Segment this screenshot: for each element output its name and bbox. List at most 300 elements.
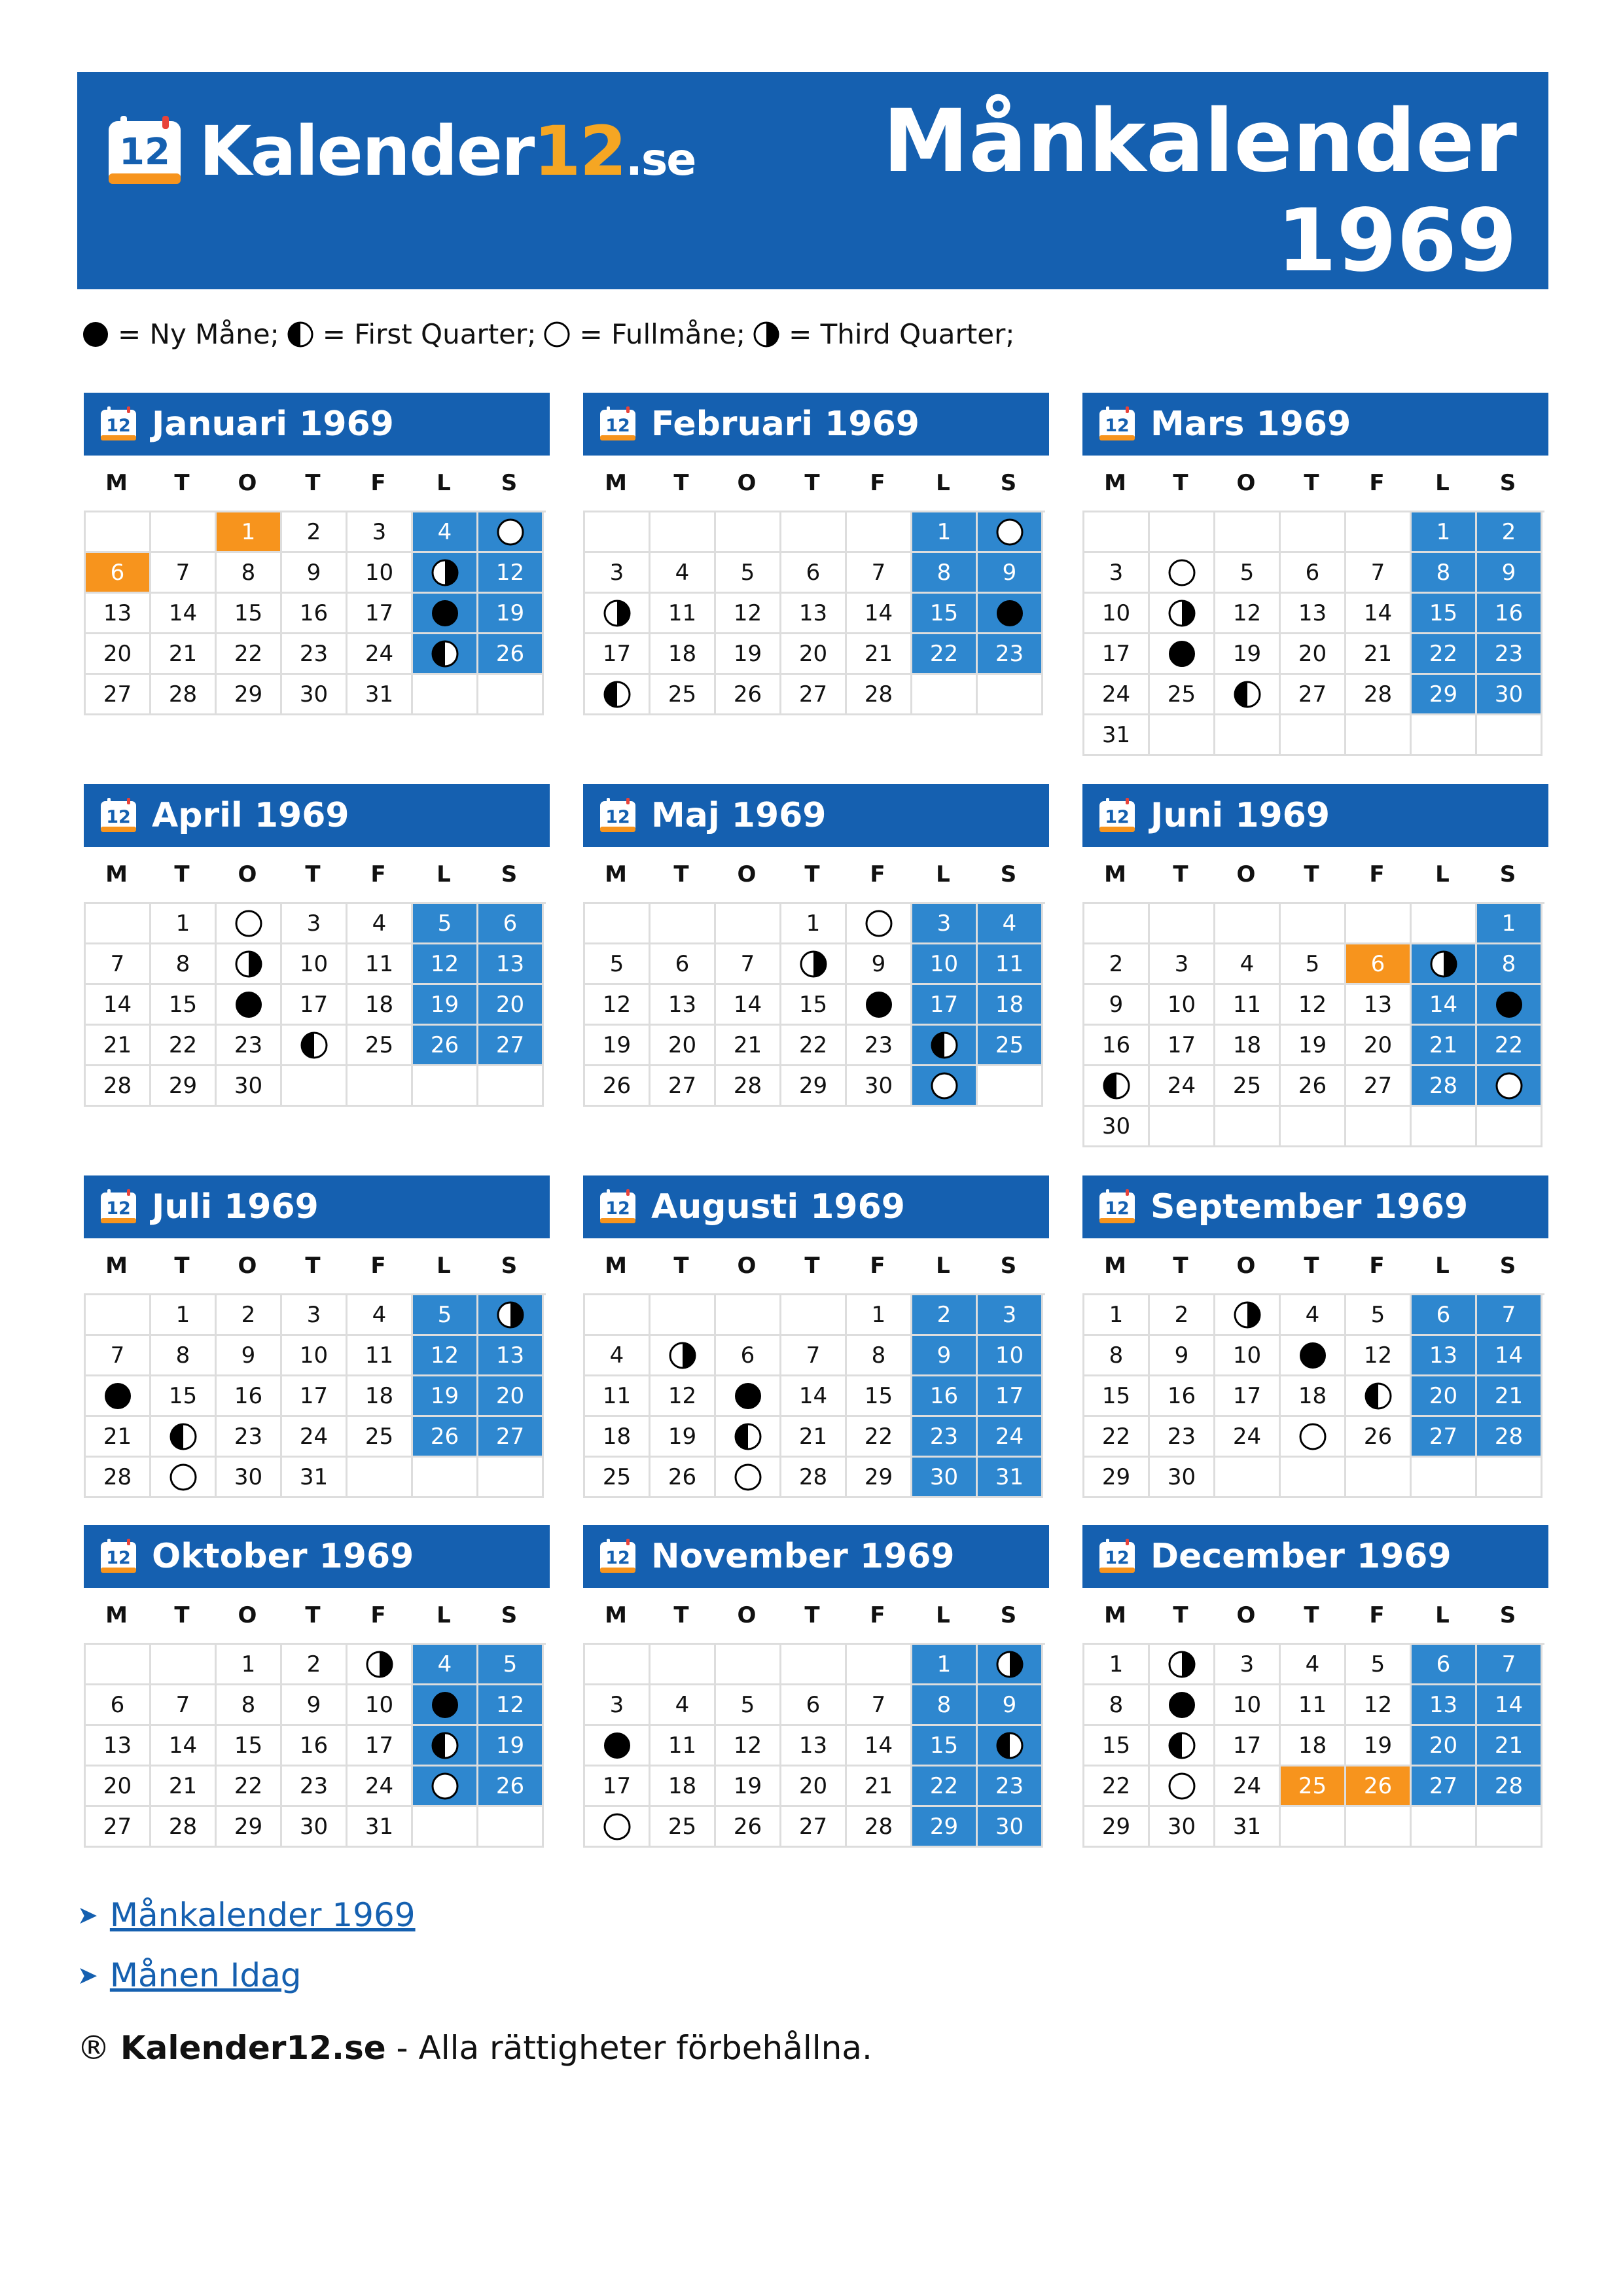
day-cell[interactable]: 26 xyxy=(651,1458,716,1498)
day-cell[interactable]: 4 xyxy=(413,1645,478,1685)
day-cell[interactable]: 11 xyxy=(1281,1685,1346,1726)
day-cell[interactable]: 8 xyxy=(151,1336,217,1376)
day-cell[interactable]: 17 xyxy=(1215,1376,1281,1417)
day-cell[interactable]: 6 xyxy=(1412,1295,1477,1336)
day-cell[interactable]: 28 xyxy=(1412,1066,1477,1107)
day-cell[interactable]: 6 xyxy=(86,553,151,594)
day-cell[interactable]: 10 xyxy=(282,1336,348,1376)
day-cell[interactable]: 19 xyxy=(1281,1026,1346,1066)
day-cell[interactable]: 9 xyxy=(1150,1336,1215,1376)
day-cell[interactable]: 25 xyxy=(1150,675,1215,715)
day-cell[interactable]: 10 xyxy=(1215,1336,1281,1376)
day-cell[interactable]: 12 xyxy=(585,985,651,1026)
day-cell[interactable]: 9 xyxy=(847,944,912,985)
day-cell[interactable] xyxy=(1150,594,1215,634)
day-cell[interactable]: 28 xyxy=(847,675,912,715)
day-cell[interactable]: 23 xyxy=(1150,1417,1215,1458)
day-cell[interactable]: 13 xyxy=(86,594,151,634)
day-cell[interactable] xyxy=(1477,985,1543,1026)
day-cell[interactable]: 18 xyxy=(348,985,413,1026)
day-cell[interactable]: 29 xyxy=(217,675,282,715)
day-cell[interactable]: 21 xyxy=(847,634,912,675)
day-cell[interactable]: 23 xyxy=(978,634,1043,675)
day-cell[interactable] xyxy=(978,512,1043,553)
day-cell[interactable]: 31 xyxy=(348,1807,413,1848)
day-cell[interactable]: 15 xyxy=(1412,594,1477,634)
day-cell[interactable]: 15 xyxy=(781,985,847,1026)
day-cell[interactable]: 27 xyxy=(651,1066,716,1107)
day-cell[interactable]: 7 xyxy=(1346,553,1412,594)
day-cell[interactable]: 20 xyxy=(1346,1026,1412,1066)
day-cell[interactable]: 6 xyxy=(1412,1645,1477,1685)
day-cell[interactable]: 26 xyxy=(716,1807,781,1848)
day-cell[interactable]: 1 xyxy=(1084,1295,1150,1336)
day-cell[interactable]: 27 xyxy=(1412,1767,1477,1807)
day-cell[interactable]: 4 xyxy=(1281,1295,1346,1336)
day-cell[interactable]: 27 xyxy=(1281,675,1346,715)
day-cell[interactable]: 17 xyxy=(585,634,651,675)
day-cell[interactable]: 21 xyxy=(86,1417,151,1458)
day-cell[interactable]: 8 xyxy=(1477,944,1543,985)
day-cell[interactable]: 10 xyxy=(1084,594,1150,634)
day-cell[interactable]: 1 xyxy=(1084,1645,1150,1685)
day-cell[interactable]: 1 xyxy=(912,1645,978,1685)
day-cell[interactable]: 22 xyxy=(1477,1026,1543,1066)
day-cell[interactable]: 21 xyxy=(1477,1726,1543,1767)
day-cell[interactable]: 27 xyxy=(1346,1066,1412,1107)
day-cell[interactable] xyxy=(1281,1336,1346,1376)
day-cell[interactable]: 14 xyxy=(1477,1336,1543,1376)
day-cell[interactable]: 3 xyxy=(978,1295,1043,1336)
day-cell[interactable] xyxy=(478,1295,544,1336)
day-cell[interactable] xyxy=(348,1645,413,1685)
day-cell[interactable]: 12 xyxy=(716,1726,781,1767)
day-cell[interactable]: 3 xyxy=(282,904,348,944)
day-cell[interactable]: 27 xyxy=(478,1417,544,1458)
day-cell[interactable] xyxy=(585,1726,651,1767)
day-cell[interactable]: 26 xyxy=(585,1066,651,1107)
day-cell[interactable]: 29 xyxy=(912,1807,978,1848)
day-cell[interactable] xyxy=(282,1026,348,1066)
day-cell[interactable]: 9 xyxy=(1477,553,1543,594)
day-cell[interactable]: 26 xyxy=(478,634,544,675)
day-cell[interactable]: 1 xyxy=(781,904,847,944)
day-cell[interactable] xyxy=(151,1417,217,1458)
day-cell[interactable]: 14 xyxy=(716,985,781,1026)
day-cell[interactable]: 10 xyxy=(348,553,413,594)
day-cell[interactable] xyxy=(1150,1685,1215,1726)
day-cell[interactable] xyxy=(1215,675,1281,715)
day-cell[interactable] xyxy=(716,1376,781,1417)
day-cell[interactable]: 15 xyxy=(847,1376,912,1417)
day-cell[interactable]: 12 xyxy=(1346,1336,1412,1376)
day-cell[interactable]: 2 xyxy=(1477,512,1543,553)
day-cell[interactable] xyxy=(716,1458,781,1498)
day-cell[interactable]: 17 xyxy=(978,1376,1043,1417)
day-cell[interactable]: 7 xyxy=(847,553,912,594)
day-cell[interactable] xyxy=(413,594,478,634)
day-cell[interactable]: 25 xyxy=(651,675,716,715)
day-cell[interactable]: 13 xyxy=(1412,1685,1477,1726)
day-cell[interactable]: 2 xyxy=(282,1645,348,1685)
day-cell[interactable]: 9 xyxy=(978,1685,1043,1726)
day-cell[interactable]: 12 xyxy=(651,1376,716,1417)
day-cell[interactable]: 6 xyxy=(651,944,716,985)
day-cell[interactable]: 7 xyxy=(151,553,217,594)
day-cell[interactable]: 13 xyxy=(478,1336,544,1376)
day-cell[interactable]: 30 xyxy=(282,675,348,715)
day-cell[interactable] xyxy=(1150,1645,1215,1685)
day-cell[interactable] xyxy=(86,1376,151,1417)
day-cell[interactable]: 29 xyxy=(1084,1807,1150,1848)
day-cell[interactable]: 20 xyxy=(86,1767,151,1807)
day-cell[interactable]: 8 xyxy=(217,1685,282,1726)
day-cell[interactable]: 3 xyxy=(1215,1645,1281,1685)
day-cell[interactable]: 13 xyxy=(86,1726,151,1767)
day-cell[interactable]: 25 xyxy=(348,1026,413,1066)
day-cell[interactable]: 3 xyxy=(282,1295,348,1336)
day-cell[interactable]: 29 xyxy=(781,1066,847,1107)
day-cell[interactable]: 28 xyxy=(716,1066,781,1107)
day-cell[interactable]: 24 xyxy=(1150,1066,1215,1107)
day-cell[interactable]: 5 xyxy=(716,553,781,594)
day-cell[interactable]: 9 xyxy=(282,553,348,594)
day-cell[interactable]: 5 xyxy=(1346,1295,1412,1336)
day-cell[interactable]: 10 xyxy=(1150,985,1215,1026)
day-cell[interactable]: 29 xyxy=(217,1807,282,1848)
day-cell[interactable]: 12 xyxy=(478,553,544,594)
day-cell[interactable] xyxy=(978,1645,1043,1685)
day-cell[interactable]: 7 xyxy=(86,944,151,985)
day-cell[interactable] xyxy=(585,594,651,634)
day-cell[interactable]: 23 xyxy=(912,1417,978,1458)
day-cell[interactable]: 21 xyxy=(151,634,217,675)
day-cell[interactable]: 24 xyxy=(348,1767,413,1807)
day-cell[interactable]: 6 xyxy=(1281,553,1346,594)
day-cell[interactable]: 21 xyxy=(151,1767,217,1807)
day-cell[interactable] xyxy=(912,1066,978,1107)
day-cell[interactable]: 10 xyxy=(1215,1685,1281,1726)
day-cell[interactable]: 19 xyxy=(1346,1726,1412,1767)
day-cell[interactable]: 21 xyxy=(716,1026,781,1066)
day-cell[interactable]: 15 xyxy=(1084,1726,1150,1767)
day-cell[interactable]: 19 xyxy=(716,1767,781,1807)
day-cell[interactable]: 22 xyxy=(217,1767,282,1807)
day-cell[interactable]: 17 xyxy=(282,1376,348,1417)
day-cell[interactable]: 21 xyxy=(847,1767,912,1807)
day-cell[interactable] xyxy=(1215,1295,1281,1336)
day-cell[interactable]: 4 xyxy=(413,512,478,553)
day-cell[interactable]: 16 xyxy=(282,594,348,634)
day-cell[interactable] xyxy=(1084,1066,1150,1107)
day-cell[interactable]: 17 xyxy=(1215,1726,1281,1767)
day-cell[interactable]: 19 xyxy=(413,1376,478,1417)
day-cell[interactable]: 24 xyxy=(1084,675,1150,715)
day-cell[interactable]: 28 xyxy=(1477,1417,1543,1458)
day-cell[interactable]: 11 xyxy=(651,1726,716,1767)
day-cell[interactable]: 27 xyxy=(478,1026,544,1066)
day-cell[interactable]: 23 xyxy=(978,1767,1043,1807)
day-cell[interactable] xyxy=(847,904,912,944)
day-cell[interactable]: 12 xyxy=(1346,1685,1412,1726)
day-cell[interactable]: 28 xyxy=(1477,1767,1543,1807)
day-cell[interactable] xyxy=(1281,1417,1346,1458)
day-cell[interactable]: 15 xyxy=(151,985,217,1026)
day-cell[interactable]: 26 xyxy=(478,1767,544,1807)
day-cell[interactable]: 12 xyxy=(478,1685,544,1726)
day-cell[interactable]: 2 xyxy=(282,512,348,553)
day-cell[interactable]: 7 xyxy=(86,1336,151,1376)
day-cell[interactable]: 9 xyxy=(1084,985,1150,1026)
day-cell[interactable]: 14 xyxy=(1477,1685,1543,1726)
day-cell[interactable]: 25 xyxy=(1281,1767,1346,1807)
day-cell[interactable]: 31 xyxy=(1215,1807,1281,1848)
day-cell[interactable]: 22 xyxy=(1412,634,1477,675)
day-cell[interactable] xyxy=(478,512,544,553)
day-cell[interactable] xyxy=(413,1767,478,1807)
day-cell[interactable]: 18 xyxy=(585,1417,651,1458)
day-cell[interactable]: 30 xyxy=(1150,1458,1215,1498)
day-cell[interactable]: 18 xyxy=(978,985,1043,1026)
day-cell[interactable]: 24 xyxy=(282,1417,348,1458)
day-cell[interactable] xyxy=(1412,944,1477,985)
day-cell[interactable]: 19 xyxy=(478,594,544,634)
day-cell[interactable]: 20 xyxy=(478,985,544,1026)
day-cell[interactable]: 8 xyxy=(912,1685,978,1726)
day-cell[interactable] xyxy=(217,904,282,944)
day-cell[interactable]: 14 xyxy=(1346,594,1412,634)
day-cell[interactable]: 22 xyxy=(1084,1767,1150,1807)
day-cell[interactable]: 10 xyxy=(282,944,348,985)
day-cell[interactable]: 17 xyxy=(348,594,413,634)
day-cell[interactable]: 31 xyxy=(1084,715,1150,756)
day-cell[interactable]: 30 xyxy=(282,1807,348,1848)
day-cell[interactable]: 5 xyxy=(413,1295,478,1336)
site-logo[interactable] xyxy=(106,109,695,194)
day-cell[interactable]: 19 xyxy=(651,1417,716,1458)
day-cell[interactable]: 16 xyxy=(1084,1026,1150,1066)
day-cell[interactable]: 15 xyxy=(151,1376,217,1417)
day-cell[interactable]: 20 xyxy=(478,1376,544,1417)
day-cell[interactable]: 17 xyxy=(348,1726,413,1767)
day-cell[interactable]: 26 xyxy=(413,1026,478,1066)
day-cell[interactable]: 27 xyxy=(86,1807,151,1848)
day-cell[interactable] xyxy=(413,1726,478,1767)
day-cell[interactable]: 3 xyxy=(348,512,413,553)
day-cell[interactable]: 22 xyxy=(912,1767,978,1807)
day-cell[interactable]: 28 xyxy=(847,1807,912,1848)
day-cell[interactable] xyxy=(413,634,478,675)
day-cell[interactable] xyxy=(413,1685,478,1726)
day-cell[interactable]: 20 xyxy=(1412,1726,1477,1767)
day-cell[interactable]: 2 xyxy=(217,1295,282,1336)
day-cell[interactable]: 21 xyxy=(1477,1376,1543,1417)
day-cell[interactable]: 29 xyxy=(847,1458,912,1498)
day-cell[interactable]: 16 xyxy=(1477,594,1543,634)
day-cell[interactable]: 6 xyxy=(781,553,847,594)
day-cell[interactable]: 2 xyxy=(912,1295,978,1336)
day-cell[interactable]: 14 xyxy=(151,1726,217,1767)
day-cell[interactable]: 7 xyxy=(1477,1295,1543,1336)
day-cell[interactable]: 19 xyxy=(413,985,478,1026)
day-cell[interactable]: 16 xyxy=(1150,1376,1215,1417)
day-cell[interactable]: 8 xyxy=(151,944,217,985)
day-cell[interactable]: 16 xyxy=(217,1376,282,1417)
day-cell[interactable]: 9 xyxy=(978,553,1043,594)
link-moon-today[interactable]: Månen Idag xyxy=(109,1956,302,1994)
day-cell[interactable]: 12 xyxy=(413,944,478,985)
day-cell[interactable]: 30 xyxy=(912,1458,978,1498)
day-cell[interactable]: 3 xyxy=(1084,553,1150,594)
day-cell[interactable]: 30 xyxy=(1477,675,1543,715)
day-cell[interactable]: 25 xyxy=(1215,1066,1281,1107)
day-cell[interactable]: 21 xyxy=(1412,1026,1477,1066)
day-cell[interactable]: 5 xyxy=(1281,944,1346,985)
day-cell[interactable]: 7 xyxy=(847,1685,912,1726)
day-cell[interactable]: 24 xyxy=(1215,1417,1281,1458)
day-cell[interactable]: 11 xyxy=(978,944,1043,985)
day-cell[interactable]: 13 xyxy=(781,1726,847,1767)
day-cell[interactable]: 30 xyxy=(1084,1107,1150,1147)
day-cell[interactable]: 4 xyxy=(348,1295,413,1336)
day-cell[interactable]: 30 xyxy=(978,1807,1043,1848)
day-cell[interactable]: 20 xyxy=(651,1026,716,1066)
day-cell[interactable]: 17 xyxy=(912,985,978,1026)
day-cell[interactable]: 26 xyxy=(1346,1417,1412,1458)
day-cell[interactable]: 4 xyxy=(348,904,413,944)
day-cell[interactable]: 25 xyxy=(651,1807,716,1848)
day-cell[interactable]: 31 xyxy=(348,675,413,715)
day-cell[interactable] xyxy=(781,944,847,985)
day-cell[interactable]: 28 xyxy=(151,1807,217,1848)
day-cell[interactable]: 9 xyxy=(282,1685,348,1726)
day-cell[interactable]: 22 xyxy=(912,634,978,675)
day-cell[interactable]: 27 xyxy=(781,675,847,715)
day-cell[interactable]: 2 xyxy=(1084,944,1150,985)
day-cell[interactable] xyxy=(1477,1066,1543,1107)
day-cell[interactable]: 6 xyxy=(478,904,544,944)
day-cell[interactable]: 11 xyxy=(585,1376,651,1417)
day-cell[interactable]: 20 xyxy=(781,634,847,675)
day-cell[interactable]: 28 xyxy=(86,1458,151,1498)
day-cell[interactable]: 30 xyxy=(1150,1807,1215,1848)
day-cell[interactable]: 15 xyxy=(217,594,282,634)
day-cell[interactable]: 12 xyxy=(716,594,781,634)
day-cell[interactable]: 12 xyxy=(1215,594,1281,634)
day-cell[interactable]: 30 xyxy=(217,1066,282,1107)
day-cell[interactable]: 8 xyxy=(1084,1336,1150,1376)
day-cell[interactable] xyxy=(217,944,282,985)
day-cell[interactable]: 14 xyxy=(847,1726,912,1767)
day-cell[interactable]: 4 xyxy=(1281,1645,1346,1685)
day-cell[interactable]: 18 xyxy=(1281,1376,1346,1417)
day-cell[interactable]: 22 xyxy=(1084,1417,1150,1458)
day-cell[interactable]: 18 xyxy=(651,1767,716,1807)
day-cell[interactable]: 6 xyxy=(86,1685,151,1726)
day-cell[interactable]: 13 xyxy=(1412,1336,1477,1376)
day-cell[interactable]: 1 xyxy=(1412,512,1477,553)
day-cell[interactable]: 6 xyxy=(781,1685,847,1726)
day-cell[interactable]: 15 xyxy=(217,1726,282,1767)
day-cell[interactable]: 20 xyxy=(1281,634,1346,675)
day-cell[interactable]: 14 xyxy=(847,594,912,634)
day-cell[interactable]: 23 xyxy=(282,1767,348,1807)
day-cell[interactable]: 16 xyxy=(282,1726,348,1767)
day-cell[interactable]: 19 xyxy=(716,634,781,675)
day-cell[interactable]: 17 xyxy=(1084,634,1150,675)
day-cell[interactable]: 25 xyxy=(978,1026,1043,1066)
day-cell[interactable]: 2 xyxy=(1150,1295,1215,1336)
day-cell[interactable]: 17 xyxy=(282,985,348,1026)
day-cell[interactable]: 1 xyxy=(847,1295,912,1336)
day-cell[interactable] xyxy=(1346,1376,1412,1417)
day-cell[interactable] xyxy=(1150,553,1215,594)
day-cell[interactable]: 22 xyxy=(151,1026,217,1066)
day-cell[interactable]: 23 xyxy=(282,634,348,675)
day-cell[interactable]: 8 xyxy=(912,553,978,594)
day-cell[interactable]: 27 xyxy=(781,1807,847,1848)
day-cell[interactable]: 12 xyxy=(1281,985,1346,1026)
day-cell[interactable]: 26 xyxy=(1281,1066,1346,1107)
day-cell[interactable]: 29 xyxy=(1084,1458,1150,1498)
day-cell[interactable]: 10 xyxy=(978,1336,1043,1376)
day-cell[interactable]: 9 xyxy=(217,1336,282,1376)
day-cell[interactable]: 3 xyxy=(1150,944,1215,985)
day-cell[interactable]: 1 xyxy=(217,1645,282,1685)
day-cell[interactable]: 25 xyxy=(348,1417,413,1458)
day-cell[interactable]: 5 xyxy=(1215,553,1281,594)
day-cell[interactable]: 4 xyxy=(978,904,1043,944)
day-cell[interactable] xyxy=(978,594,1043,634)
day-cell[interactable]: 5 xyxy=(413,904,478,944)
day-cell[interactable] xyxy=(716,1417,781,1458)
day-cell[interactable]: 5 xyxy=(478,1645,544,1685)
day-cell[interactable]: 20 xyxy=(86,634,151,675)
day-cell[interactable]: 28 xyxy=(86,1066,151,1107)
day-cell[interactable]: 24 xyxy=(1215,1767,1281,1807)
day-cell[interactable]: 17 xyxy=(1150,1026,1215,1066)
day-cell[interactable]: 8 xyxy=(217,553,282,594)
day-cell[interactable]: 14 xyxy=(86,985,151,1026)
day-cell[interactable]: 6 xyxy=(716,1336,781,1376)
day-cell[interactable]: 28 xyxy=(1346,675,1412,715)
day-cell[interactable]: 11 xyxy=(651,594,716,634)
day-cell[interactable]: 14 xyxy=(781,1376,847,1417)
day-cell[interactable]: 3 xyxy=(585,553,651,594)
day-cell[interactable]: 5 xyxy=(585,944,651,985)
day-cell[interactable]: 1 xyxy=(912,512,978,553)
day-cell[interactable] xyxy=(1150,634,1215,675)
day-cell[interactable]: 4 xyxy=(651,1685,716,1726)
day-cell[interactable]: 14 xyxy=(151,594,217,634)
day-cell[interactable]: 13 xyxy=(1346,985,1412,1026)
day-cell[interactable]: 26 xyxy=(413,1417,478,1458)
day-cell[interactable]: 23 xyxy=(217,1026,282,1066)
day-cell[interactable]: 30 xyxy=(847,1066,912,1107)
day-cell[interactable]: 24 xyxy=(348,634,413,675)
day-cell[interactable] xyxy=(585,675,651,715)
day-cell[interactable]: 15 xyxy=(1084,1376,1150,1417)
day-cell[interactable]: 3 xyxy=(585,1685,651,1726)
day-cell[interactable]: 29 xyxy=(1412,675,1477,715)
day-cell[interactable]: 14 xyxy=(1412,985,1477,1026)
day-cell[interactable]: 21 xyxy=(86,1026,151,1066)
day-cell[interactable] xyxy=(413,553,478,594)
day-cell[interactable]: 21 xyxy=(1346,634,1412,675)
day-cell[interactable]: 20 xyxy=(1412,1376,1477,1417)
day-cell[interactable]: 8 xyxy=(1412,553,1477,594)
day-cell[interactable]: 11 xyxy=(348,944,413,985)
